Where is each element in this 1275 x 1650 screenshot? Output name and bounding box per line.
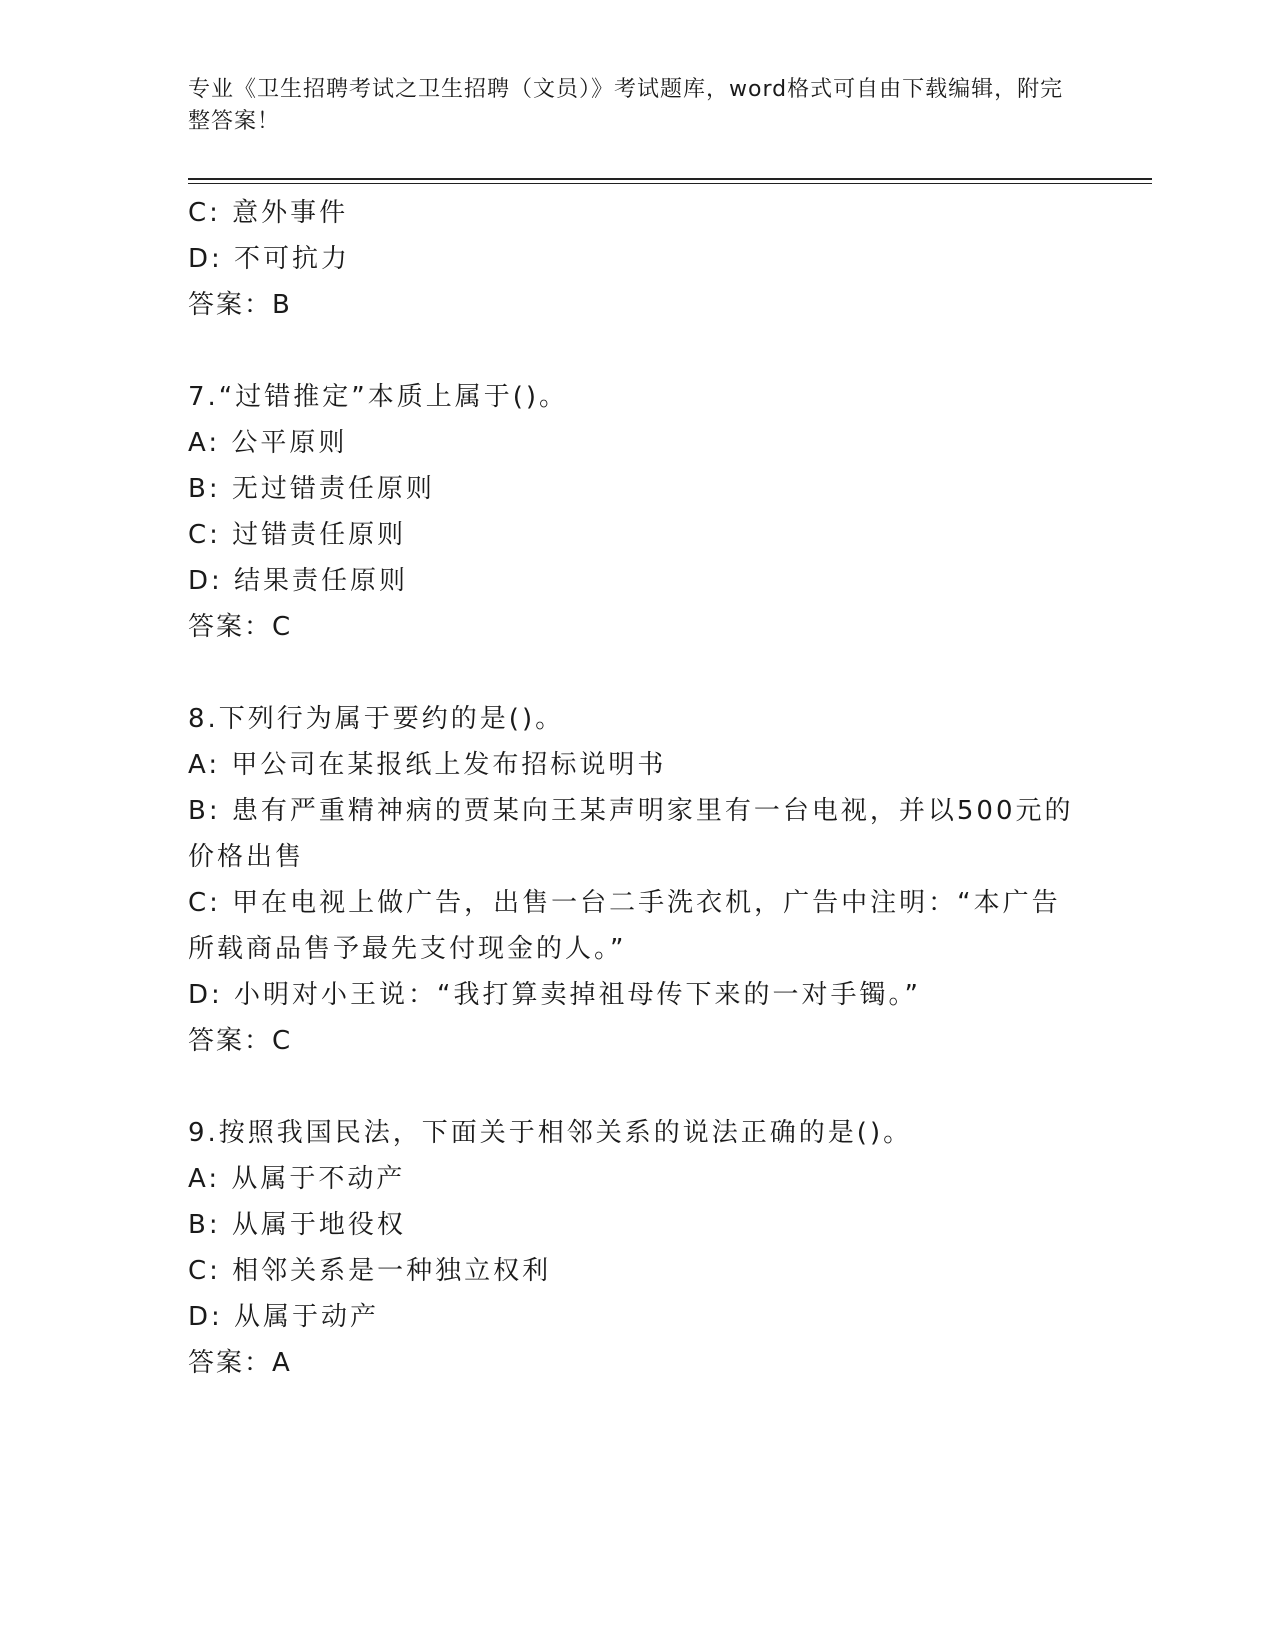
question-stem: 9.按照我国民法，下面关于相邻关系的说法正确的是()。 (188, 1118, 913, 1148)
option-d: D: 小明对小王说：“我打算卖掉祖母传下来的一对手镯。” (188, 980, 921, 1010)
header-rule-thick (188, 178, 1152, 180)
option-a: A: 公平原则 (188, 428, 348, 458)
option-c: C: 甲在电视上做广告，出售一台二手洗衣机，广告中注明：“本广告所载商品售予最先支付现金的人。” (188, 888, 1061, 964)
option-c: C: 过错责任原则 (188, 520, 407, 550)
option-d: D: 结果责任原则 (188, 566, 409, 596)
spacer (188, 328, 1088, 374)
answer: 答案：C (188, 612, 293, 642)
option-a: A: 甲公司在某报纸上发布招标说明书 (188, 750, 667, 780)
option-b: B: 从属于地役权 (188, 1210, 406, 1240)
document-header: 专业《卫生招聘考试之卫生招聘（文员）》考试题库，word格式可自由下载编辑，附完整答案！ (188, 77, 1064, 134)
option-b: B: 患有严重精神病的贾某向王某声明家里有一台电视，并以500元的价格出售 (188, 796, 1074, 872)
answer: 答案：A (188, 1348, 292, 1378)
header-rule-thin (188, 183, 1152, 184)
option-b: B: 无过错责任原则 (188, 474, 435, 504)
option-c: C: 意外事件 (188, 198, 349, 228)
answer: 答案：B (188, 290, 292, 320)
question-list (188, 190, 1088, 1386)
option-c: C: 相邻关系是一种独立权利 (188, 1256, 552, 1286)
spacer (188, 1064, 1088, 1110)
answer: 答案：C (188, 1026, 293, 1056)
spacer (188, 650, 1088, 696)
option-a: A: 从属于不动产 (188, 1164, 406, 1194)
option-d: D: 不可抗力 (188, 244, 351, 274)
question-stem: 7.“过错推定”本质上属于()。 (188, 382, 569, 412)
option-d: D: 从属于动产 (188, 1302, 380, 1332)
question-stem: 8.下列行为属于要约的是()。 (188, 704, 565, 734)
